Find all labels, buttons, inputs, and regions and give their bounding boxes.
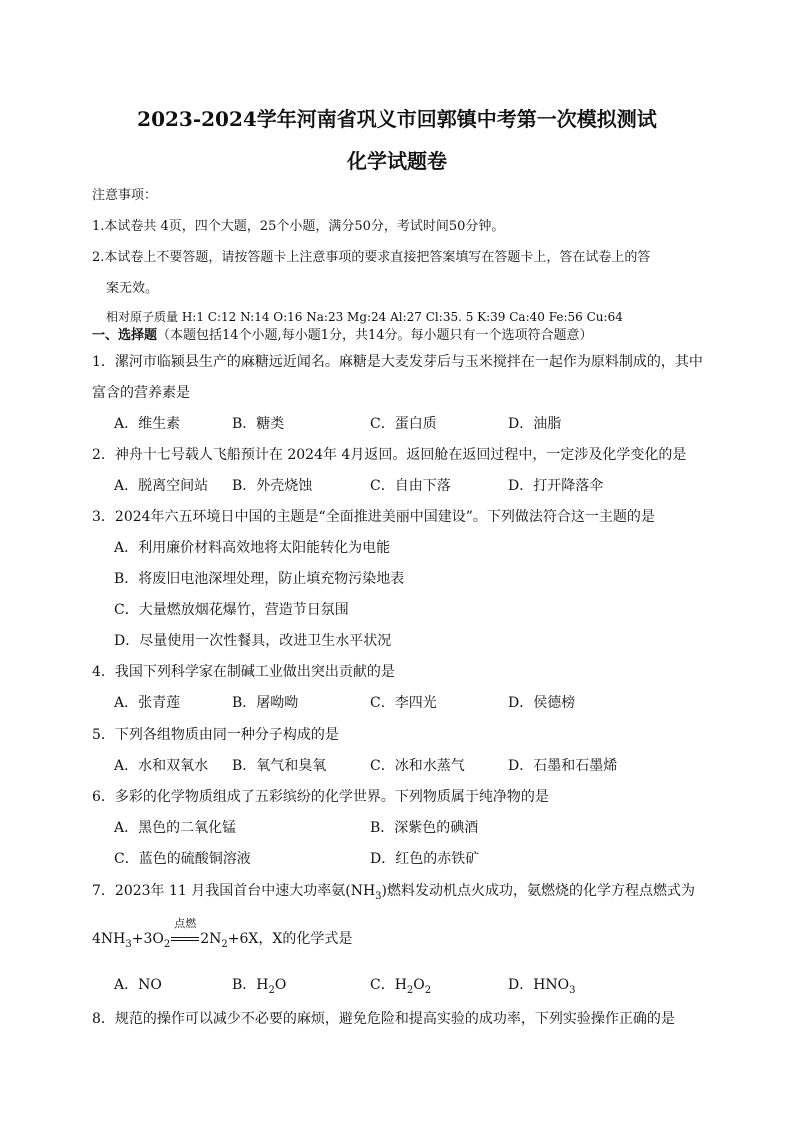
q7-c-text: C．H bbox=[370, 977, 407, 993]
eq-reactant-1-sub: 3 bbox=[125, 938, 132, 950]
q1-option-d: D．油脂 bbox=[508, 416, 562, 432]
q7-stem-text-1: 7．2023年 11 月我国首台中速大功率氨(NH bbox=[92, 883, 376, 899]
q4-option-c: C．李四光 bbox=[370, 695, 437, 711]
q1-stem-cont: 富含的营养素是 bbox=[92, 385, 190, 401]
eq-double-bar bbox=[171, 937, 199, 941]
q3-stem: 3．2024年六五环境日中国的主题是“全面推进美丽中国建设”。下列做法符合这一主题的是 bbox=[92, 509, 655, 525]
q4-option-b: B．屠呦呦 bbox=[232, 695, 299, 711]
q6-option-d: D．红色的赤铁矿 bbox=[370, 851, 480, 867]
eq-condition: 点燃 bbox=[174, 917, 197, 930]
q4-stem: 4．我国下列科学家在制碱工业做出突出贡献的是 bbox=[92, 664, 395, 680]
notes-item-2-cont: 案无效。 bbox=[106, 281, 159, 296]
section-1-header bbox=[92, 327, 593, 345]
q6-option-a: A．黑色的二氧化锰 bbox=[114, 820, 237, 836]
q4-option-a: A．张青莲 bbox=[114, 695, 181, 711]
q1-option-a: A．维生素 bbox=[114, 416, 181, 432]
q2-option-c: C．自由下落 bbox=[370, 478, 451, 494]
q1-option-b: B．糖类 bbox=[232, 416, 285, 432]
eq-reaction-sign bbox=[171, 917, 199, 948]
q7-d-sub: 3 bbox=[569, 984, 576, 996]
q3-option-d: D．尽量使用一次性餐具，改进卫生水平状况 bbox=[114, 633, 392, 649]
q8-stem: 8．规范的操作可以减少不必要的麻烦，避免危险和提高实验的成功率，下列实验操作正确的是 bbox=[92, 1011, 675, 1027]
q6-stem: 6．多彩的化学物质组成了五彩缤纷的化学世界。下列物质属于纯净物的是 bbox=[92, 789, 549, 805]
q7-b-text: B．H bbox=[232, 977, 269, 993]
q7-stem bbox=[92, 882, 695, 906]
q7-stem-subscript: 3 bbox=[375, 890, 382, 902]
q7-b-sub: 2 bbox=[268, 984, 275, 996]
q7-option-a: A．NO bbox=[114, 977, 162, 993]
q7-c-text-2: O bbox=[413, 977, 425, 993]
eq-product-2: +6X，X的化学式是 bbox=[227, 931, 353, 947]
q7-c-sub-1: 2 bbox=[406, 984, 414, 996]
q5-stem: 5．下列各组物质由同一种分子构成的是 bbox=[92, 727, 339, 743]
q2-option-b: B．外壳烧蚀 bbox=[232, 478, 313, 494]
eq-reactant-2: +3O bbox=[131, 931, 164, 947]
eq-reactant-2-sub: 2 bbox=[163, 938, 171, 950]
q4-option-d: D．侯德榜 bbox=[508, 695, 576, 711]
q2-option-a: A．脱离空间站 bbox=[114, 478, 209, 494]
q7-b-text-2: O bbox=[274, 977, 287, 993]
q6-option-b: B．深紫色的碘酒 bbox=[370, 820, 479, 836]
notes-heading: 注意事项： bbox=[92, 188, 158, 203]
q7-equation bbox=[92, 917, 353, 954]
q3-option-c: C．大量燃放烟花爆竹，营造节日氛围 bbox=[114, 602, 349, 618]
q3-option-a: A．利用廉价材料高效地将太阳能转化为电能 bbox=[114, 540, 391, 556]
q5-option-a: A．水和双氧水 bbox=[114, 758, 209, 774]
atomic-masses: 相对原子质量 H:1 C:12 N:14 O:16 Na:23 Mg:24 Al:27 Cl:35. 5 K:39 Ca:40 Fe:56 Cu:64 bbox=[106, 310, 623, 324]
eq-product-1: 2N bbox=[200, 931, 222, 947]
q7-option-d bbox=[508, 976, 576, 1000]
q5-option-c: C．冰和水蒸气 bbox=[370, 758, 465, 774]
q7-d-text: D．HNO bbox=[508, 977, 570, 993]
notes-item-1: 1.本试卷共 4页，四个大题，25个小题，满分50分，考试时间50分钟。 bbox=[92, 219, 505, 234]
q7-stem-text-2: )燃料发动机点火成功，氨燃烧的化学方程点燃式为 bbox=[381, 883, 696, 899]
q5-option-d: D．石墨和石墨烯 bbox=[508, 758, 618, 774]
q6-option-c: C．蓝色的硫酸铜溶液 bbox=[114, 851, 251, 867]
q2-stem: 2．神舟十七号载人飞船预计在 2024年 4月返回。返回舱在返回过程中，一定涉及化学变化的是 bbox=[92, 447, 687, 463]
section-1-label: 一、选择题 bbox=[92, 328, 158, 343]
q7-option-c bbox=[370, 976, 431, 1000]
q1-stem: 1．漯河市临颍县生产的麻糖远近闻名。麻糖是大麦发芽后与玉米搅拌在一起作为原料制成的，其中 bbox=[92, 354, 703, 370]
q7-option-b bbox=[232, 976, 286, 1000]
eq-product-1-sub: 2 bbox=[221, 938, 228, 950]
q3-option-b: B．将废旧电池深埋处理，防止填充物污染地表 bbox=[114, 571, 405, 587]
q2-option-d: D．打开降落伞 bbox=[508, 478, 604, 494]
q1-option-c: C．蛋白质 bbox=[370, 416, 437, 432]
q7-c-sub-2: 2 bbox=[424, 984, 432, 996]
eq-reactant-1: 4NH bbox=[92, 931, 126, 947]
notes-item-2: 2.本试卷上不要答题，请按答题卡上注意事项的要求直接把答案填写在答题卡上，答在试卷上的答 bbox=[92, 250, 651, 265]
q5-option-b: B．氧气和臭氧 bbox=[232, 758, 327, 774]
exam-title: 2023-2024学年河南省巩义市回郭镇中考第一次模拟测试 bbox=[137, 107, 657, 131]
exam-subtitle: 化学试题卷 bbox=[347, 149, 447, 173]
section-1-desc: （本题包括14个小题,每小题1分，共14分。每小题只有一个选项符合题意） bbox=[157, 328, 593, 343]
